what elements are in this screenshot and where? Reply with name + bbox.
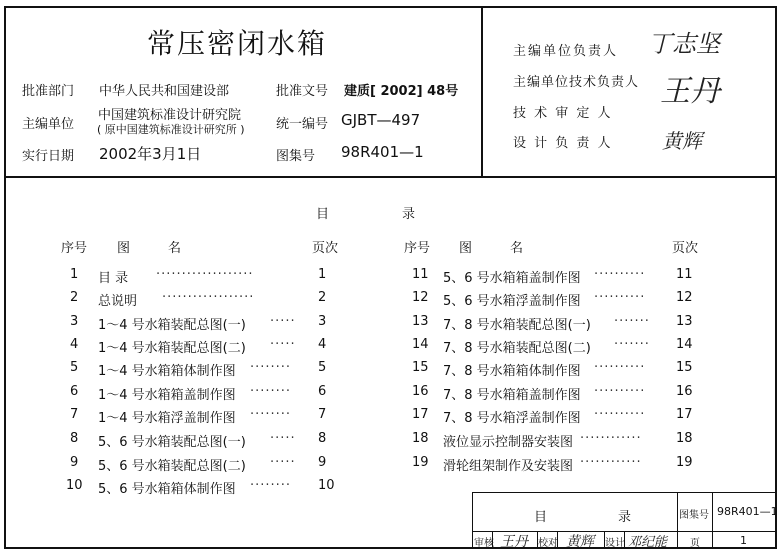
- toc-title: 1～4 号水箱箱体制作图: [98, 364, 236, 379]
- toc-title: 目 录: [98, 271, 129, 286]
- toc-leader: ··········: [594, 384, 646, 399]
- chief-editor-label: 主编单位: [22, 117, 75, 132]
- approval-dept-label: 批准部门: [22, 84, 75, 99]
- toc-page: 5: [318, 360, 327, 375]
- atlas-no-label: 图集号: [276, 149, 316, 164]
- col-header-name-b-right: 名: [510, 241, 524, 256]
- toc-no: 19: [412, 455, 429, 470]
- toc-title: 7、8 号水箱箱体制作图: [443, 364, 581, 379]
- toc-leader: ··········: [594, 360, 646, 375]
- signature-1: 丁志坚: [648, 30, 720, 58]
- toc-page: 10: [318, 478, 335, 493]
- toc-no: 10: [66, 478, 83, 493]
- toc-page: 18: [676, 431, 693, 446]
- toc-no: 9: [70, 455, 79, 470]
- toc-leader: ·······: [614, 337, 650, 352]
- toc-page: 17: [676, 407, 693, 422]
- toc-no: 15: [412, 360, 429, 375]
- titleblock-review-sig: 王丹: [500, 534, 528, 550]
- toc-title: 液位显示控制器安装图: [443, 435, 574, 450]
- titleblock-top-line: [472, 492, 777, 493]
- titleblock-atlas-no: 98R401—1: [717, 505, 778, 518]
- toc-page: 12: [676, 290, 693, 305]
- toc-page: 6: [318, 384, 327, 399]
- toc-no: 4: [70, 337, 79, 352]
- chief-editor-sub: ( 原中国建筑标准设计研究所 ): [97, 123, 245, 136]
- toc-no: 13: [412, 314, 429, 329]
- toc-no: 1: [70, 267, 79, 282]
- col-header-name-b-left: 名: [168, 241, 182, 256]
- toc-no: 18: [412, 431, 429, 446]
- effective-date-value: 2002年3月1日: [99, 145, 202, 163]
- toc-title: 7、8 号水箱箱盖制作图: [443, 388, 581, 403]
- toc-page: 11: [676, 267, 693, 282]
- signature-4: 黄辉: [662, 129, 702, 153]
- responsible-role-4: 设 计 负 责 人: [513, 136, 613, 151]
- toc-page: 3: [318, 314, 327, 329]
- toc-leader: ············: [580, 431, 642, 446]
- toc-leader: ·····: [270, 431, 296, 446]
- toc-leader: ··················: [162, 290, 255, 305]
- toc-page: 2: [318, 290, 327, 305]
- toc-leader: ·····: [270, 455, 296, 470]
- toc-no: 5: [70, 360, 79, 375]
- toc-title: 1～4 号水箱装配总图(二): [98, 341, 246, 356]
- toc-leader: ········: [250, 360, 292, 375]
- toc-leader: ········: [250, 407, 292, 422]
- titleblock-check-label: 校对: [538, 538, 558, 549]
- toc-page: 13: [676, 314, 693, 329]
- toc-title: 滑轮组架制作及安装图: [443, 459, 574, 474]
- toc-page: 4: [318, 337, 327, 352]
- page-title: 常压密闭水箱: [147, 27, 328, 60]
- responsible-role-2: 主编单位技术负责人: [513, 75, 640, 90]
- toc-heading-left: 目: [316, 207, 330, 222]
- titleblock-page-no: 1: [740, 534, 747, 547]
- toc-no: 7: [70, 407, 79, 422]
- toc-page: 19: [676, 455, 693, 470]
- toc-leader: ·····: [270, 337, 296, 352]
- toc-title: 7、8 号水箱浮盖制作图: [443, 411, 581, 426]
- toc-page: 1: [318, 267, 327, 282]
- toc-leader: ········: [250, 478, 292, 493]
- titleblock-atlas-value-divider: [712, 492, 713, 549]
- toc-title: 5、6 号水箱箱体制作图: [98, 482, 236, 497]
- toc-title: 总说明: [98, 294, 138, 309]
- col-header-page-left: 页次: [312, 241, 339, 256]
- header-divider: [481, 6, 483, 177]
- toc-leader: ··········: [594, 267, 646, 282]
- toc-page: 15: [676, 360, 693, 375]
- toc-leader: ···················: [156, 267, 254, 282]
- titleblock-title-right: 录: [618, 510, 632, 525]
- titleblock-check-sig: 黄辉: [566, 534, 594, 550]
- toc-no: 17: [412, 407, 429, 422]
- toc-leader: ··········: [594, 407, 646, 422]
- effective-date-label: 实行日期: [22, 149, 75, 164]
- chief-editor-value: 中国建筑标准设计研究院: [98, 108, 242, 123]
- responsible-role-1: 主编单位负责人: [513, 44, 619, 59]
- toc-title: 5、6 号水箱装配总图(一): [98, 435, 246, 450]
- toc-page: 7: [318, 407, 327, 422]
- toc-title: 7、8 号水箱装配总图(二): [443, 341, 591, 356]
- toc-page: 8: [318, 431, 327, 446]
- unified-no-value: GJBT—497: [341, 111, 421, 129]
- toc-no: 12: [412, 290, 429, 305]
- toc-leader: ·····: [270, 314, 296, 329]
- atlas-no-value: 98R401—1: [341, 143, 424, 161]
- titleblock-atlas-label: 图集号: [679, 510, 709, 521]
- toc-title: 1～4 号水箱装配总图(一): [98, 318, 246, 333]
- toc-no: 6: [70, 384, 79, 399]
- titleblock-design-label: 设计: [605, 538, 625, 549]
- col-header-page-right: 页次: [672, 241, 699, 256]
- toc-leader: ············: [580, 455, 642, 470]
- toc-no: 3: [70, 314, 79, 329]
- approval-doc-value: 建质[ 2002] 48号: [344, 84, 459, 99]
- toc-no: 16: [412, 384, 429, 399]
- toc-no: 2: [70, 290, 79, 305]
- toc-leader: ··········: [594, 290, 646, 305]
- toc-title: 1～4 号水箱箱盖制作图: [98, 388, 236, 403]
- col-header-name-a-right: 图: [459, 241, 473, 256]
- toc-heading-right: 录: [402, 207, 416, 222]
- col-header-no-left: 序号: [61, 241, 88, 256]
- toc-leader: ········: [250, 384, 292, 399]
- titleblock-review-label: 审核: [474, 538, 494, 549]
- toc-title: 7、8 号水箱装配总图(一): [443, 318, 591, 333]
- titleblock-design-sig: 邓纪能: [628, 535, 668, 550]
- header-bottom-line: [4, 176, 777, 178]
- approval-dept-value: 中华人民共和国建设部: [99, 84, 230, 99]
- unified-no-label: 统一编号: [276, 117, 329, 132]
- responsible-role-3: 技 术 审 定 人: [513, 106, 613, 121]
- toc-no: 11: [412, 267, 429, 282]
- titleblock-title-left: 目: [534, 510, 548, 525]
- col-header-name-a-left: 图: [117, 241, 131, 256]
- toc-page: 16: [676, 384, 693, 399]
- titleblock-left-line: [472, 492, 473, 549]
- toc-page: 9: [318, 455, 327, 470]
- toc-title: 5、6 号水箱装配总图(二): [98, 459, 246, 474]
- approval-doc-label: 批准文号: [276, 84, 329, 99]
- toc-page: 14: [676, 337, 693, 352]
- toc-no: 14: [412, 337, 429, 352]
- toc-title: 5、6 号水箱箱盖制作图: [443, 271, 581, 286]
- toc-title: 5、6 号水箱浮盖制作图: [443, 294, 581, 309]
- signature-2: 王丹: [660, 74, 720, 109]
- titleblock-atlas-divider: [677, 492, 678, 549]
- titleblock-page-label: 页: [690, 538, 700, 549]
- col-header-no-right: 序号: [404, 241, 431, 256]
- toc-leader: ·······: [614, 314, 650, 329]
- toc-title: 1～4 号水箱浮盖制作图: [98, 411, 236, 426]
- toc-no: 8: [70, 431, 79, 446]
